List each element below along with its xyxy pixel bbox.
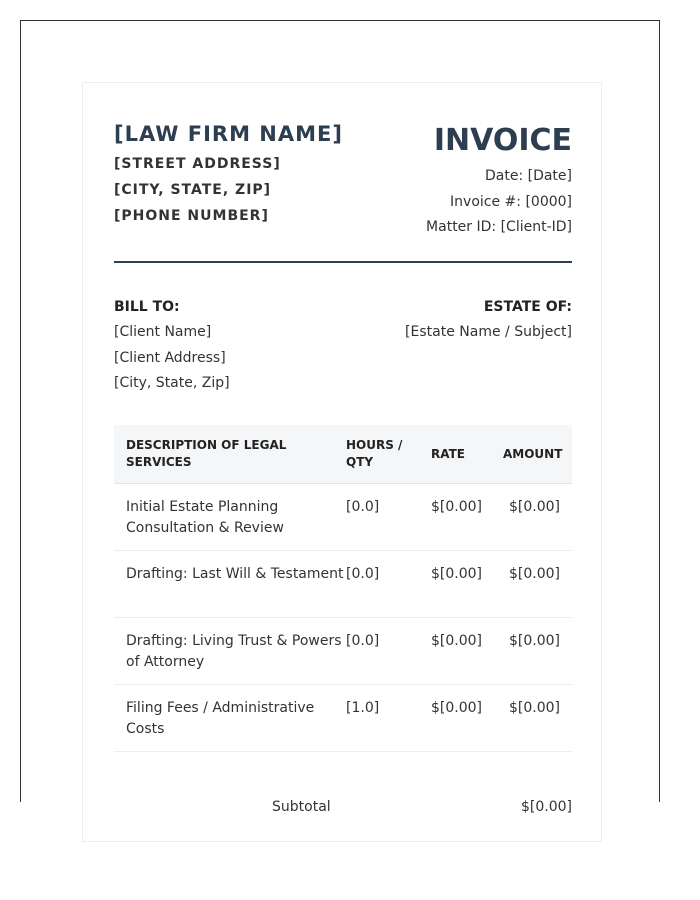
subtotal-row	[114, 795, 572, 819]
table-header	[114, 425, 572, 484]
invoice-date: Date: [Date]	[484, 168, 572, 184]
firm-block	[114, 121, 394, 229]
estate-name: [Estate Name / Subject]	[405, 324, 572, 340]
client-address: [Client Address]	[114, 349, 226, 366]
row-description: Filing Fees / Administrative Costs	[126, 700, 315, 737]
invoice-sheet	[82, 82, 602, 842]
header-hours: HOURS / QTY	[346, 438, 403, 469]
table-row	[114, 618, 572, 685]
row-description: Initial Estate Planning Consultation & Review	[126, 499, 284, 536]
row-hours: [0.0]	[346, 566, 380, 582]
estate-of-heading: ESTATE OF:	[483, 299, 572, 315]
firm-phone: [PHONE NUMBER]	[114, 208, 269, 224]
subtotal-label: Subtotal	[272, 799, 331, 815]
row-hours: [0.0]	[346, 633, 380, 649]
firm-name: [LAW FIRM NAME]	[114, 122, 343, 146]
header-description: DESCRIPTION OF LEGAL SERVICES	[126, 438, 287, 469]
header-amount: AMOUNT	[503, 446, 563, 461]
services-table	[114, 425, 572, 752]
row-amount: $[0.00]	[508, 633, 560, 649]
invoice-title: INVOICE	[433, 123, 572, 158]
invoice-number: Invoice #: [0000]	[450, 193, 572, 210]
document-frame	[20, 20, 660, 815]
header-divider	[114, 261, 572, 263]
header-rate: RATE	[431, 446, 465, 461]
row-description: Drafting: Last Will & Testament	[126, 566, 344, 582]
table-row	[114, 484, 572, 551]
subtotal-value: $[0.00]	[520, 799, 572, 815]
row-hours: [1.0]	[346, 700, 380, 716]
row-rate: $[0.00]	[431, 633, 483, 649]
firm-street: [STREET ADDRESS]	[114, 156, 281, 172]
table-row	[114, 685, 572, 752]
row-rate: $[0.00]	[431, 499, 483, 515]
row-rate: $[0.00]	[431, 566, 483, 582]
row-amount: $[0.00]	[508, 566, 560, 582]
row-amount: $[0.00]	[508, 499, 560, 515]
row-amount: $[0.00]	[508, 700, 560, 716]
client-city: [City, State, Zip]	[114, 375, 230, 391]
bill-to-heading: BILL TO:	[114, 299, 180, 315]
table-row	[114, 551, 572, 618]
row-hours: [0.0]	[346, 499, 380, 515]
invoice-meta-block	[426, 121, 572, 241]
row-rate: $[0.00]	[431, 700, 483, 716]
row-description: Drafting: Living Trust & Powers of Attorney	[126, 633, 342, 670]
client-name: [Client Name]	[114, 324, 212, 340]
bill-to-block	[114, 294, 230, 397]
estate-of-block	[405, 294, 572, 346]
matter-id: Matter ID: [Client-ID]	[426, 219, 572, 235]
firm-city: [CITY, STATE, ZIP]	[114, 182, 272, 198]
